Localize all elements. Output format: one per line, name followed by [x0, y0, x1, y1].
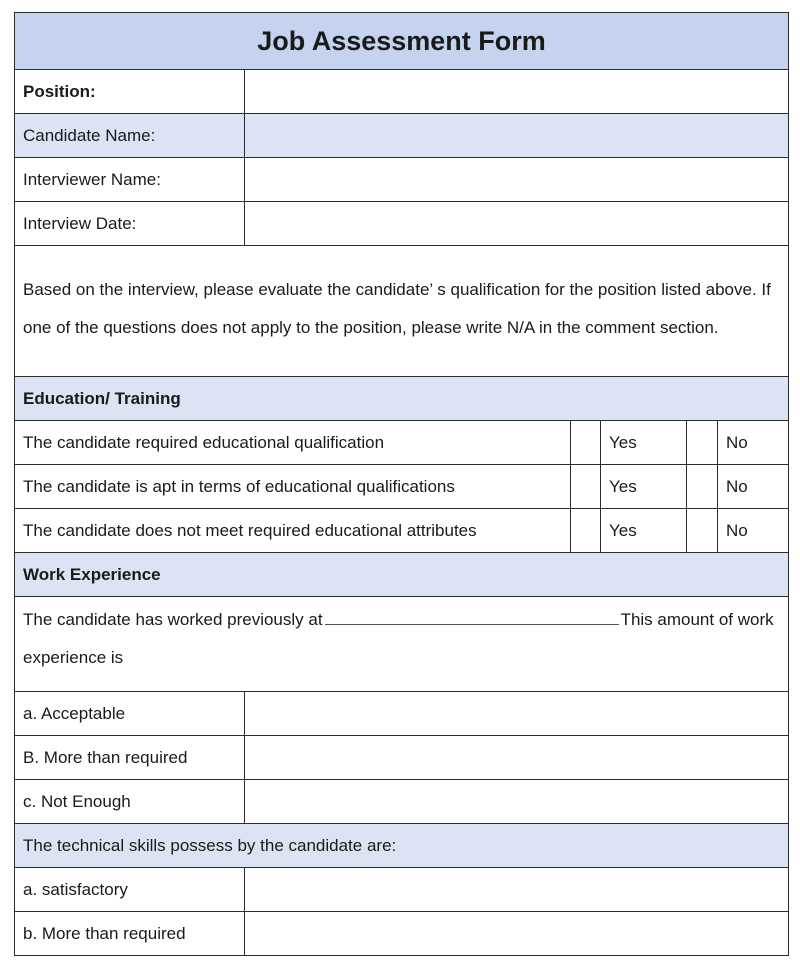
- position-input[interactable]: [245, 70, 789, 114]
- work-option-input[interactable]: [245, 780, 789, 824]
- work-option-label: B. More than required: [15, 736, 245, 780]
- position-label: Position:: [15, 70, 245, 114]
- education-row: [15, 421, 789, 465]
- education-heading: Education/ Training: [15, 377, 789, 421]
- yes-checkbox[interactable]: [571, 465, 601, 509]
- no-checkbox[interactable]: [687, 421, 718, 465]
- instructions-text: Based on the interview, please evaluate the candidate’ s qualification for the position listed above. If one of the questions does not apply to the position, please write N/A in the comment section.: [15, 246, 789, 377]
- yes-checkbox[interactable]: [571, 421, 601, 465]
- yes-checkbox[interactable]: [571, 509, 601, 553]
- education-row: [15, 509, 789, 553]
- education-row: [15, 465, 789, 509]
- technical-option-label: b. More than required: [15, 912, 245, 956]
- no-label: No: [718, 509, 789, 553]
- yes-label: Yes: [601, 465, 687, 509]
- interviewer-name-label: Interviewer Name:: [15, 158, 245, 202]
- work-option-input[interactable]: [245, 692, 789, 736]
- interviewer-name-input[interactable]: [245, 158, 789, 202]
- no-label: No: [718, 421, 789, 465]
- yes-label: Yes: [601, 509, 687, 553]
- interview-date-input[interactable]: [245, 202, 789, 246]
- interview-date-label: Interview Date:: [15, 202, 245, 246]
- no-checkbox[interactable]: [687, 509, 718, 553]
- job-assessment-form: [14, 12, 789, 956]
- work-text-before: The candidate has worked previously at: [23, 610, 323, 629]
- yes-label: Yes: [601, 421, 687, 465]
- form-title: Job Assessment Form: [15, 13, 789, 70]
- technical-option-input[interactable]: [245, 912, 789, 956]
- work-experience-heading: Work Experience: [15, 553, 789, 597]
- technical-option-input[interactable]: [245, 868, 789, 912]
- technical-skills-heading: The technical skills possess by the candidate are:: [15, 824, 789, 868]
- candidate-name-input[interactable]: [245, 114, 789, 158]
- work-option-input[interactable]: [245, 736, 789, 780]
- work-experience-text: [15, 597, 789, 692]
- previous-employer-input[interactable]: [325, 610, 619, 625]
- no-checkbox[interactable]: [687, 465, 718, 509]
- technical-option-label: a. satisfactory: [15, 868, 245, 912]
- education-statement: The candidate is apt in terms of educational qualifications: [15, 465, 571, 509]
- no-label: No: [718, 465, 789, 509]
- work-option-label: c. Not Enough: [15, 780, 245, 824]
- work-text-after: This amount of work experience is: [23, 610, 774, 667]
- education-statement: The candidate required educational qualification: [15, 421, 571, 465]
- candidate-name-label: Candidate Name:: [15, 114, 245, 158]
- work-option-label: a. Acceptable: [15, 692, 245, 736]
- education-statement: The candidate does not meet required educational attributes: [15, 509, 571, 553]
